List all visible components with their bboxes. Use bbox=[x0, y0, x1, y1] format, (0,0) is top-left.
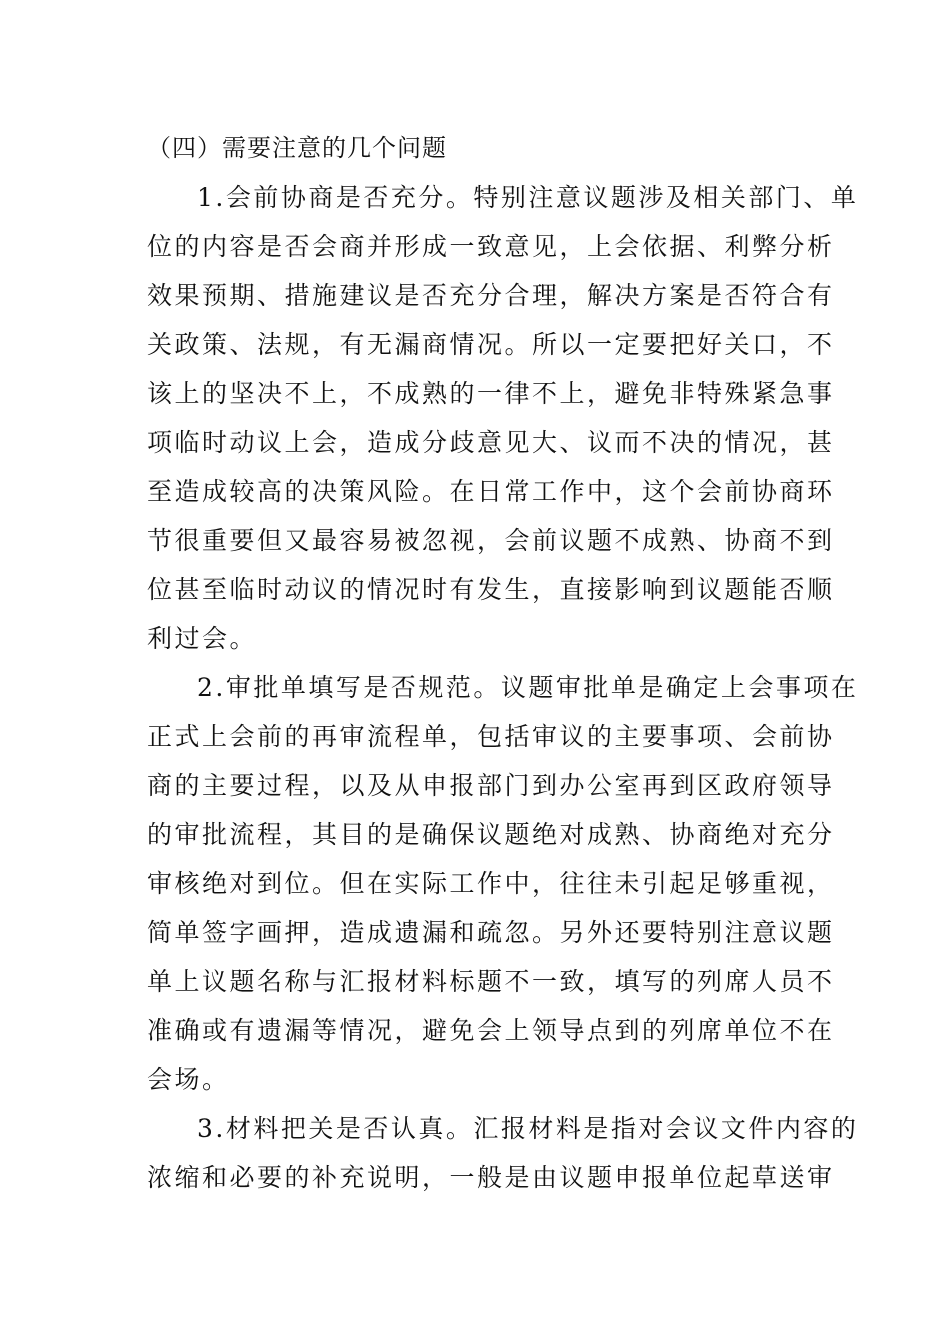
paragraph-3 bbox=[147, 1104, 859, 1202]
paragraph-line: 简单签字画押，造成遗漏和疏忽。另外还要特别注意议题 bbox=[147, 918, 835, 947]
paragraph-line: 利过会。 bbox=[147, 624, 258, 653]
paragraph-line: 单上议题名称与汇报材料标题不一致，填写的列席人员不 bbox=[147, 967, 835, 996]
paragraph-line: 位甚至临时动议的情况时有发生，直接影响到议题能否顺 bbox=[147, 575, 835, 604]
paragraph-line: 浓缩和必要的补充说明，一般是由议题申报单位起草送审 bbox=[147, 1163, 835, 1192]
paragraph-line: 准确或有遗漏等情况，避免会上领导点到的列席单位不在 bbox=[147, 1016, 835, 1045]
paragraph-line: 节很重要但又最容易被忽视，会前议题不成熟、协商不到 bbox=[147, 526, 835, 555]
paragraph-line: 2.审批单填写是否规范。议题审批单是确定上会事项在 bbox=[197, 673, 859, 702]
paragraph-line: 该上的坚决不上，不成熟的一律不上，避免非特殊紧急事 bbox=[147, 379, 835, 408]
paragraph-line: 正式上会前的再审流程单，包括审议的主要事项、会前协 bbox=[147, 722, 835, 751]
section-heading: （四）需要注意的几个问题 bbox=[147, 134, 447, 162]
paragraph-line: 的审批流程，其目的是确保议题绝对成熟、协商绝对充分 bbox=[147, 820, 835, 849]
paragraph-line: 关政策、法规，有无漏商情况。所以一定要把好关口，不 bbox=[147, 330, 835, 359]
paragraph-1 bbox=[147, 173, 859, 663]
paragraph-line: 1.会前协商是否充分。特别注意议题涉及相关部门、单 bbox=[197, 183, 859, 212]
paragraph-line: 位的内容是否会商并形成一致意见，上会依据、利弊分析 bbox=[147, 232, 835, 261]
paragraph-line: 会场。 bbox=[147, 1065, 230, 1094]
paragraph-line: 审核绝对到位。但在实际工作中，往往未引起足够重视， bbox=[147, 869, 835, 898]
paragraph-line: 效果预期、措施建议是否充分合理，解决方案是否符合有 bbox=[147, 281, 835, 310]
paragraph-line: 商的主要过程，以及从申报部门到办公室再到区政府领导 bbox=[147, 771, 835, 800]
paragraph-line: 至造成较高的决策风险。在日常工作中，这个会前协商环 bbox=[147, 477, 835, 506]
paragraph-2 bbox=[147, 663, 859, 1104]
paragraph-line: 3.材料把关是否认真。汇报材料是指对会议文件内容的 bbox=[197, 1114, 859, 1143]
paragraph-line: 项临时动议上会，造成分歧意见大、议而不决的情况，甚 bbox=[147, 428, 835, 457]
